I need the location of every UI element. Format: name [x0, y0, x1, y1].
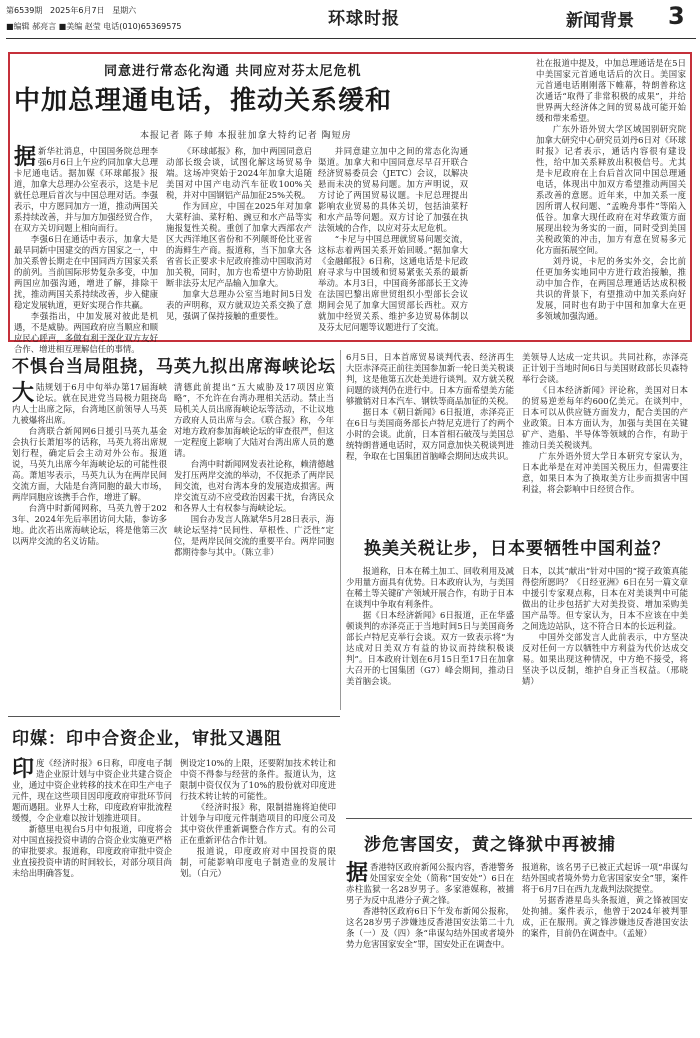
article-headline-india-jv: 印媒：印中合资企业，审批又遇阻 — [12, 729, 282, 749]
lead-column-2 — [166, 146, 312, 338]
lead-byline: 本报记者 陈子帅 本报驻加拿大特约记者 陶短房 — [140, 131, 352, 141]
lead-column-3 — [318, 146, 468, 338]
paragraph: 李强指出，中加发展对彼此是机遇，不是威胁。两国政府应当顺应和顺应民心呼声，多做有利于深化双方友好合作、增进相互理解信任的事情。 — [14, 311, 158, 354]
masthead-info — [6, 5, 182, 32]
article3-column-1 — [346, 566, 514, 812]
paragraph: 陆规划于6月中旬举办第17届海峡论坛。就在民进党当局极力阻挠岛内人士出席之际，台湾地区前领导人马英九被爆将出席。 — [12, 382, 167, 425]
paragraph: 李强6日在通话中表示，加拿大是最早同新中国建交的西方国家之一，中加关系曾长期走在中国同西方国家关系的前列。当前国际形势复杂多变，中加两国应加强沟通，增进了解，排除干扰，推动两国关系持续改善，步入健康稳定发展轨道，更好实现合作共赢。 — [14, 234, 158, 310]
editor-credits: ■编辑 郝亮言 ■美编 赵莹 电话(010)65369575 — [6, 22, 182, 31]
masthead — [0, 0, 700, 40]
paragraph: 清德此前提出“五大威胁及17项因应策略”，不允许在台湾办理相关活动。禁止当局机关人员出席海峡论坛等活动，不让议地方政府人员出席与会。《联合报》称，今年对地方政府参加海峡论坛的审查很严，但这一定程度上影响了大陆对台湾出席人员的邀请。 — [174, 382, 334, 458]
paragraph: 台湾中时新闻网发表社论称，赖清德越发打压两岸交流的举动，不仅扼杀了两岸民间交流，也对台湾本身的发展造成损害。两岸交流互动不应受政治因素干扰，台湾民众和各界人士有权参与海峡论坛。 — [174, 459, 334, 513]
paragraph: 报道说，印度政府对中国投资的限制，可能影响印度电子制造业的发展计划。（白元） — [180, 846, 336, 878]
article2-column-1 — [12, 382, 167, 714]
lead-column-1 — [14, 144, 158, 354]
article5-column-2 — [522, 862, 688, 1034]
article3-column-2 — [522, 352, 688, 528]
paragraph: 香港特区政府新闻公报内容，香港警务处国家安全处（简称“国安处”）6日在赤柱监狱一名28岁男子。多家港媒称，被捕男子为反中乱港分子黄之锋。 — [346, 862, 514, 905]
paragraph: 度《经济时报》6日称，印度电子制造企业原计划与中资企业共建合资企业，通过中资企业转移的技术在印生产电子元件，现在这些项目因印度政府审批环节问题而遇阻。业界人士称，印度政府审批流程缓慢，令企业难以按计划推进项目。 — [12, 758, 172, 823]
paragraph: 加拿大总理办公室当地时间5日发表的声明称，双方就双边关系交换了意见，强调了保持接触的重要性。 — [166, 289, 312, 321]
article5-column-1 — [346, 862, 514, 1034]
paragraph: 《环球邮报》称，加中两国同意启动部长级会谈，试图化解这场贸易争端。这场冲突始于2024年加拿大追随美国对中国产电动汽车征收100%关税，并对中国钢铝产品加征25%关税。 — [166, 146, 312, 200]
paragraph: 刘丹说，卡尼的务实外交，会比前任更加务实地同中方进行政治接触，推动中加合作，在两国总理通话达成积极共识的背景下，有望推动中加关系向好发展，同时也有助于中国和加拿大在更多领域加强沟通。 — [536, 256, 686, 321]
lead-kicker: 同意进行常态化沟通 共同应对芬太尼危机 — [104, 64, 362, 79]
article4-column-1 — [12, 758, 172, 1034]
article-headline-ma-ying-jeou: 不惧台当局阻挠，马英九拟出席海峡论坛 — [12, 357, 336, 377]
paragraph: 报道称，该名男子已被正式起诉一项“串谋勾结外国或者境外势力危害国家安全”罪，案件将于6月7日在西九龙裁判法院提堂。 — [522, 862, 688, 894]
paragraph: 另据香港星岛头条报道，黄之锋被国安处拘捕。案件表示，他曾于2024年被判罪成，正在服刑。黄之锋涉嫌违反香港国安法的案件，目前仍在调查中。（孟娅） — [522, 895, 688, 938]
article-headline-joshua-wong: 涉危害国安，黄之锋狱中再被捕 — [364, 835, 616, 855]
paragraph: 台湾联合新闻网6日援引马英九基金会执行长萧旭岑的话称，马英九将出席规划行程，确定后会主动对外公布。报道说，马英九出席今年海峡论坛的可能性很高。萧旭岑表示，马英九认为在两岸民间交流方面，大陆是台湾同胞的最大市场，两岸同胞应该携手合作，增进了解。 — [12, 426, 167, 502]
section-title: 新闻背景 — [566, 11, 634, 31]
article4-dropcap: 印 — [12, 756, 35, 782]
lead-headline: 中加总理通电话，推动关系缓和 — [14, 86, 393, 116]
article-headline-japan-tariffs: 换美关税让步，日本要牺牲中国利益？ — [364, 539, 670, 559]
paragraph: 国台办发言人陈斌华5月28日表示，海峡论坛坚持“民间性、草根性、广泛性”定位，是两岸民间交流的重要平台。两岸同胞都期待参与其中。（陈立非） — [174, 514, 334, 557]
paragraph: 报道称，日本在稀土加工、回收利用及减少用量方面具有优势。日本政府认为，与美国在稀土等关键矿产领域开展合作，有助于日本在谈判中争取有利条件。 — [346, 566, 514, 609]
lead-dropcap: 据 — [14, 144, 37, 170]
paragraph: 广东外语外贸大学日本研究专家认为，日本此举是在对冲美国关税压力，但需要注意，如果日本为了换取美方让步而损害中国利益，将会影响中日经贸合作。 — [522, 451, 688, 494]
paragraph: 并同意建立加中之间的常态化沟通渠道。加拿大和中国同意尽早召开联合经济贸易委员会（JETC）会议，以解决悬而未决的贸易问题。加方声明说，双方讨论了两国贸易议题。卡尼总理提出影响农业贸易的具体关切，包括油菜籽和水产品等问题。双方讨论了加强在执法领域的合作，以应对芬太尼危机。 — [318, 146, 468, 233]
paragraph: 广东外语外贸大学区域国别研究院加拿大研究中心研究员刘丹6日对《环球时报》记者表示，通话内容很有建设性，给中加关系释放出积极信号。尤其是卡尼政府在上台后首次同中国总理通电话，体现出中加双方希望推动两国关系改善的意愿。近年来，中加关系一度因所谓人权问题、“孟晚舟事件”等陷入低谷。加拿大现任政府在对华政策方面展现出较为务实的一面，同时受到美国关税政策的冲击，加方有意在贸易多元化方面拓展空间。 — [536, 124, 686, 255]
paragraph: 新华社消息，中国国务院总理李强6月6日上午应约同加拿大总理卡尼通电话。据加媒《环球邮报》报道，加拿大总理办公室表示，这是卡尼就任总理后首次与中国总理对话。李强表示，中方愿同加方一道，推动两国关系持续改善，并与加方加强经贸合作，在双方关切问题上相向而行。 — [14, 146, 158, 233]
paragraph: 香港特区政府6日下午发布新闻公报称，这名28岁男子涉嫌违反香港国安法第二十九条（一）及（四）条“串谋勾结外国或者境外势力危害国家安全”罪，国安处正在调查中。 — [346, 906, 514, 949]
lead-column-4 — [536, 58, 686, 338]
article3-column-3 — [522, 566, 688, 812]
issue-number: 第6539期 — [6, 6, 43, 15]
paragraph: 例设定10%的上限，还要附加技术转让和中资不得参与经营的条件。报道认为，这限制中资仅仅为了10%的股份就对印度进行技术转让转的可能性。 — [180, 758, 336, 801]
article4-column-2 — [180, 758, 336, 1034]
paragraph: 《经济时报》称，限制措施将迫使印计划争与印度元件制造项目的印度公司及其中资伙伴重新调整合作方式。有的公司正在重新评估合作计划。 — [180, 802, 336, 845]
paragraph: 中国外交部发言人此前表示，中方坚决反对任何一方以牺牲中方利益为代价达成交易。如果出现这种情况，中方绝不接受，将坚决予以反制，维护自身正当权益。（邢晓婧） — [522, 632, 688, 686]
newspaper-logo: 环球时报 — [328, 9, 400, 29]
article2-dropcap: 大 — [12, 380, 35, 406]
paragraph: 日本，以其“献出”针对中国的“搅子政策真能得偿所愿吗？《日经亚洲》6日在另一篇文章中援引专家观点称，日本在对美谈判中可能做出的让步包括扩大对美投资、增加采购美国产品等。但专家认为，日本不应该在中美之间选边站队，这不符合日本的长远利益。 — [522, 566, 688, 631]
section-divider — [8, 716, 340, 717]
paragraph: 《日本经济新闻》评论称，美国对日本的贸易逆差每年约600亿美元。在谈判中，日本可以从供应链方面发力，配合美国的产业政策。日本方面认为，加强与美国在关键矿产、造船、半导体等领域的合作，有助于推动日美关税谈判。 — [522, 385, 688, 450]
paragraph: 据日本《朝日新闻》6日报道，赤泽亮正在6日与美国商务部长卢特尼克进行了约两个小时的会谈。此前，日本首相石破茂与美国总统特朗普通电话时，双方同意加快关税谈判进程，争取在七国集团首脑峰会期间达成共识。 — [346, 407, 514, 461]
page-number: 3 — [668, 2, 685, 30]
paragraph: 台湾中时新闻网称，马英九曾于2023年、2024年先后率团访问大陆，参访多地。此次若出席海峡论坛，将是他第三次以两岸交流的名义访陆。 — [12, 503, 167, 546]
section-divider — [346, 818, 692, 819]
paragraph: 新德里电视台5月中旬报道，印度将会对中国直接投资申请的合资企业实施更严格的审批要求。报道称，印度政府审批中资企业直接投资申请的时间较长，对部分项目尚未给出明确答复。 — [12, 824, 172, 878]
issue-date: 2025年6月7日 — [50, 6, 105, 15]
paragraph: 作为回应，中国在2025年对加拿大菜籽油、菜籽粕、豌豆和水产品等实施报复性关税。重创了加拿大西部农产区大西洋地区省份和不列颠哥伦比亚省的海鲜生产商。报道称，当下加拿大各省省长正要求卡尼政府推动中国取消对加关税，同时，加方也希望中方协助阻断非法芬太尼产品输入加拿大。 — [166, 201, 312, 288]
article5-dropcap: 据 — [346, 860, 369, 886]
issue-weekday: 星期六 — [112, 6, 137, 15]
article3-intro-column — [346, 352, 514, 528]
masthead-rule — [6, 38, 696, 39]
paragraph: 社在报道中提及，中加总理通话是在5日中美国家元首通电话后的次日。美国家元首通电话刚刚落下帷幕，特朗普称这次通话“取得了非常积极的成果”，并给世界两大经济体之间的贸易战可能开始缓和带来希望。 — [536, 58, 686, 123]
paragraph: “卡尼与中国总理就贸易问题交流，这标志着两国关系开始回暖。”据加拿大《金融邮报》6日称，这通电话是卡尼政府寻求与中国缓和贸易紧张关系的最新举动。本月3日，中国商务部部长王文涛在法国巴黎出席世贸组织小型部长会议期间会见了加拿大国贸部长西杜。双方就加中经贸关系、维护多边贸易体制以及芬太尼问题等议题进行了交流。 — [318, 234, 468, 332]
paragraph: 6月5日，日本首席贸易谈判代表、经济再生大臣赤泽亮正前往美国参加新一轮日美关税谈判，这是他第五次赴美进行谈判。双方就关税问题的谈判仍在进行中。日本方面希望美方能够撤销对日本汽车、钢铁等商品加征的关税。 — [346, 352, 514, 406]
article2-column-2 — [174, 382, 334, 714]
column-divider — [340, 350, 341, 710]
paragraph: 美领导人达成一定共识。共同社称，赤泽亮正计划于当地时间6日与美国财政部长贝森特举行会谈。 — [522, 352, 688, 384]
paragraph: 据《日本经济新闻》6日报道，正在华盛顿谈判的赤泽亮正于当地时间5日与美国商务部长卢特尼克举行会谈。双方一致表示将“为达成对日美双方有益的协议而持续积极谈判”。日本政府计划在6月15日至17日在加拿大召开的七国集团（G7）峰会期间，推动日美首脑会谈。 — [346, 610, 514, 686]
